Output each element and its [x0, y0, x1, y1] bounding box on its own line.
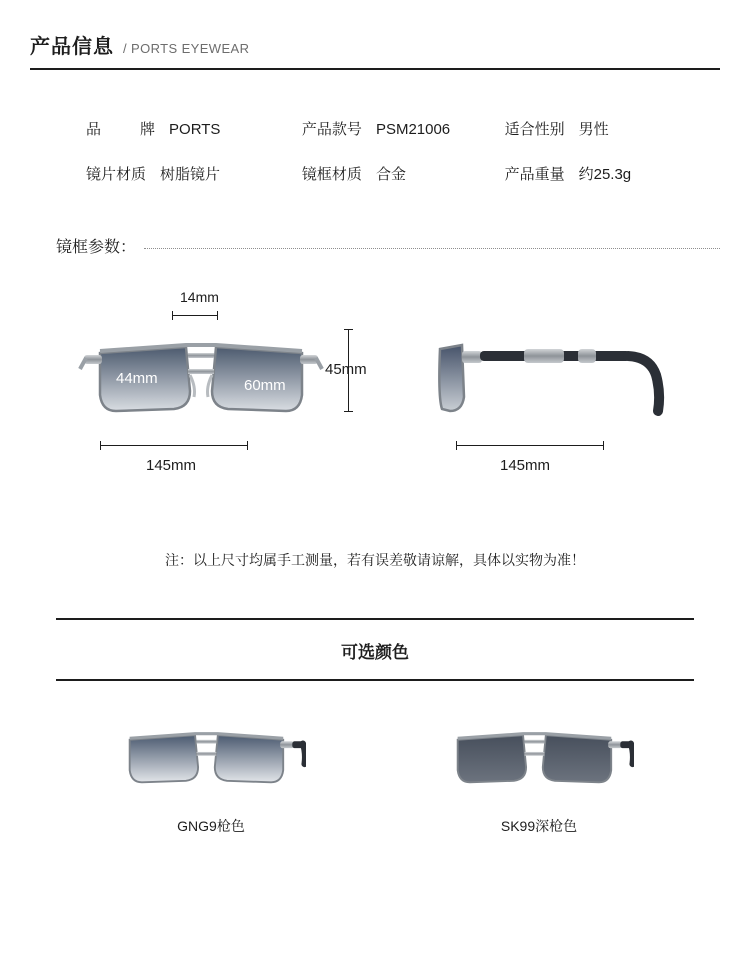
- sunglasses-side-view-image: [428, 327, 678, 432]
- product-info-block: [0, 118, 750, 184]
- dim-side-width-cap-right: [603, 441, 604, 450]
- list-item[interactable]: [111, 723, 311, 836]
- dim-bridge-label: 14mm: [180, 289, 219, 305]
- dim-bridge-cap-right: [217, 311, 218, 320]
- info-label: 品 牌: [86, 121, 168, 138]
- colors-divider-bottom: [56, 679, 694, 681]
- info-label: 适合性别: [504, 121, 565, 138]
- color-caption: SK99深枪色: [500, 818, 578, 834]
- info-cell-brand: [86, 118, 302, 139]
- info-cell-model: [302, 118, 505, 139]
- header-divider: [30, 68, 720, 70]
- section-label: 镜框参数：: [56, 239, 137, 256]
- dim-bridge-line: [172, 315, 218, 316]
- color-caption: GNG9枪色: [177, 818, 245, 834]
- page-subtitle: / PORTS EYEWEAR: [123, 41, 250, 56]
- table-row: [86, 163, 694, 184]
- info-value: 约25.3g: [578, 166, 632, 183]
- info-cell-weight: [505, 163, 694, 184]
- list-item[interactable]: [439, 723, 639, 836]
- dimension-diagram: [0, 287, 750, 542]
- info-value: PSM21006: [375, 121, 451, 138]
- info-label: 产品重量: [504, 166, 565, 183]
- dim-height-cap-top: [344, 329, 353, 330]
- info-value: 树脂镜片: [160, 166, 221, 183]
- dotted-divider: [144, 248, 720, 249]
- header-titles: [30, 30, 750, 59]
- info-cell-lens-material: [86, 163, 302, 184]
- color-swatch-image-gng9: [116, 723, 306, 793]
- info-cell-gender: [505, 118, 694, 139]
- page-header: [0, 0, 750, 78]
- measurement-note: 注：以上尺寸均属手工测量，若有误差敬请谅解，具体以实物为准！: [165, 552, 585, 568]
- info-cell-frame-material: [302, 163, 505, 184]
- dim-side-width-label: 145mm: [500, 457, 551, 474]
- dim-side-width-line: [456, 445, 604, 446]
- info-value: 合金: [375, 166, 406, 183]
- dim-front-width-cap-right: [247, 441, 248, 450]
- dim-front-width-cap-left: [100, 441, 101, 450]
- dim-front-width-label: 145mm: [146, 457, 197, 474]
- dim-lens-width-label: 44mm: [116, 370, 158, 387]
- dim-lens-span-label: 60mm: [244, 377, 286, 394]
- info-label: 镜片材质: [86, 166, 147, 183]
- info-label: 产品款号: [301, 121, 362, 138]
- info-value: 男性: [578, 121, 609, 138]
- dim-side-width-cap-left: [456, 441, 457, 450]
- color-options-section: [0, 618, 750, 836]
- page-title: 产品信息: [30, 36, 114, 58]
- dim-bridge-cap-left: [172, 311, 173, 320]
- dim-height-cap-bottom: [344, 411, 353, 412]
- table-row: [86, 118, 694, 139]
- color-swatch-image-sk99: [444, 723, 634, 793]
- info-value: PORTS: [169, 121, 221, 138]
- dim-height-label: 45mm: [325, 361, 367, 378]
- colors-title: 可选颜色: [341, 643, 409, 662]
- frame-parameters-heading: [56, 234, 720, 257]
- dim-front-width-line: [100, 445, 248, 446]
- colors-grid: [0, 723, 750, 836]
- info-label: 镜框材质: [301, 166, 362, 183]
